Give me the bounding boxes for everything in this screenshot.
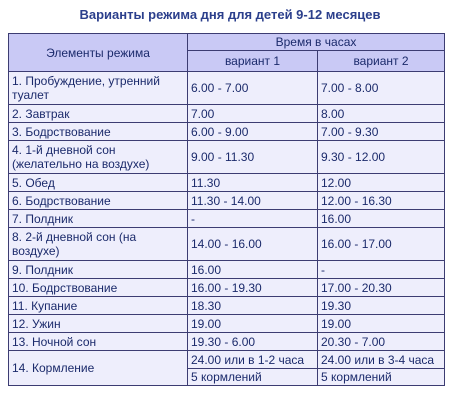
- cell-element: 10. Бодрствование: [9, 279, 188, 297]
- cell-variant-2: 24.00 или в 3-4 часа: [318, 351, 445, 369]
- table-row: [9, 279, 445, 297]
- header-variant-1: вариант 1: [188, 51, 318, 72]
- cell-variant-2: 12.00 - 16.30: [318, 192, 445, 210]
- cell-variant-1: 11.30: [188, 174, 318, 192]
- table-row: [9, 192, 445, 210]
- cell-variant-2: -: [318, 261, 445, 279]
- cell-variant-2: 19.30: [318, 297, 445, 315]
- table-row: [9, 141, 445, 174]
- table-row: [9, 297, 445, 315]
- cell-element: 12. Ужин: [9, 315, 188, 333]
- cell-variant-1: 19.00: [188, 315, 318, 333]
- cell-element: 6. Бодрствование: [9, 192, 188, 210]
- cell-variant-1: 6.00 - 9.00: [188, 123, 318, 141]
- table-row: [9, 315, 445, 333]
- cell-variant-1: 11.30 - 14.00: [188, 192, 318, 210]
- table-row: [9, 261, 445, 279]
- cell-element: 2. Завтрак: [9, 105, 188, 123]
- cell-variant-2: 16.00 - 17.00: [318, 228, 445, 261]
- cell-variant-1: 7.00: [188, 105, 318, 123]
- header-elements: Элементы режима: [9, 34, 188, 72]
- cell-element: 1. Пробуждение, утренний туалет: [9, 72, 188, 105]
- cell-variant-2: 17.00 - 20.30: [318, 279, 445, 297]
- cell-element: 5. Обед: [9, 174, 188, 192]
- cell-variant-2: 20.30 - 7.00: [318, 333, 445, 351]
- table-row: [9, 72, 445, 105]
- cell-variant-1: 24.00 или в 1-2 часа: [188, 351, 318, 369]
- cell-variant-1: 6.00 - 7.00: [188, 72, 318, 105]
- page-title: Варианты режима дня для детей 9-12 месяцев: [79, 7, 381, 22]
- header-variant-2: вариант 2: [318, 51, 445, 72]
- table-row: [9, 333, 445, 351]
- cell-element: 11. Купание: [9, 297, 188, 315]
- header-row: [9, 34, 445, 51]
- cell-variant-1: 16.00: [188, 261, 318, 279]
- cell-variant-1: 18.30: [188, 297, 318, 315]
- header-time: Время в часах: [188, 34, 445, 51]
- table-row: [9, 174, 445, 192]
- cell-variant-2: 7.00 - 9.30: [318, 123, 445, 141]
- cell-variant-1: 19.30 - 6.00: [188, 333, 318, 351]
- cell-variant-1: -: [188, 210, 318, 228]
- cell-variant-2: 5 кормлений: [318, 369, 445, 386]
- cell-element: 13. Ночной сон: [9, 333, 188, 351]
- cell-variant-2: 19.00: [318, 315, 445, 333]
- table-row: [9, 123, 445, 141]
- cell-variant-1: 14.00 - 16.00: [188, 228, 318, 261]
- table-row: [9, 210, 445, 228]
- table-row: [9, 228, 445, 261]
- cell-element: 14. Кормление: [9, 351, 188, 386]
- cell-variant-1: 5 кормлений: [188, 369, 318, 386]
- cell-element: 8. 2-й дневной сон (на воздухе): [9, 228, 188, 261]
- cell-variant-2: 7.00 - 8.00: [318, 72, 445, 105]
- cell-element: 3. Бодрствование: [9, 123, 188, 141]
- cell-variant-2: 12.00: [318, 174, 445, 192]
- cell-element: 4. 1-й дневной сон (желательно на воздухе): [9, 141, 188, 174]
- cell-element: 7. Полдник: [9, 210, 188, 228]
- cell-variant-2: 9.30 - 12.00: [318, 141, 445, 174]
- cell-variant-1: 9.00 - 11.30: [188, 141, 318, 174]
- cell-variant-1: 16.00 - 19.30: [188, 279, 318, 297]
- cell-element: 9. Полдник: [9, 261, 188, 279]
- cell-variant-2: 16.00: [318, 210, 445, 228]
- schedule-table: [8, 33, 445, 386]
- table-row: [9, 105, 445, 123]
- cell-variant-2: 8.00: [318, 105, 445, 123]
- table-row: [9, 351, 445, 369]
